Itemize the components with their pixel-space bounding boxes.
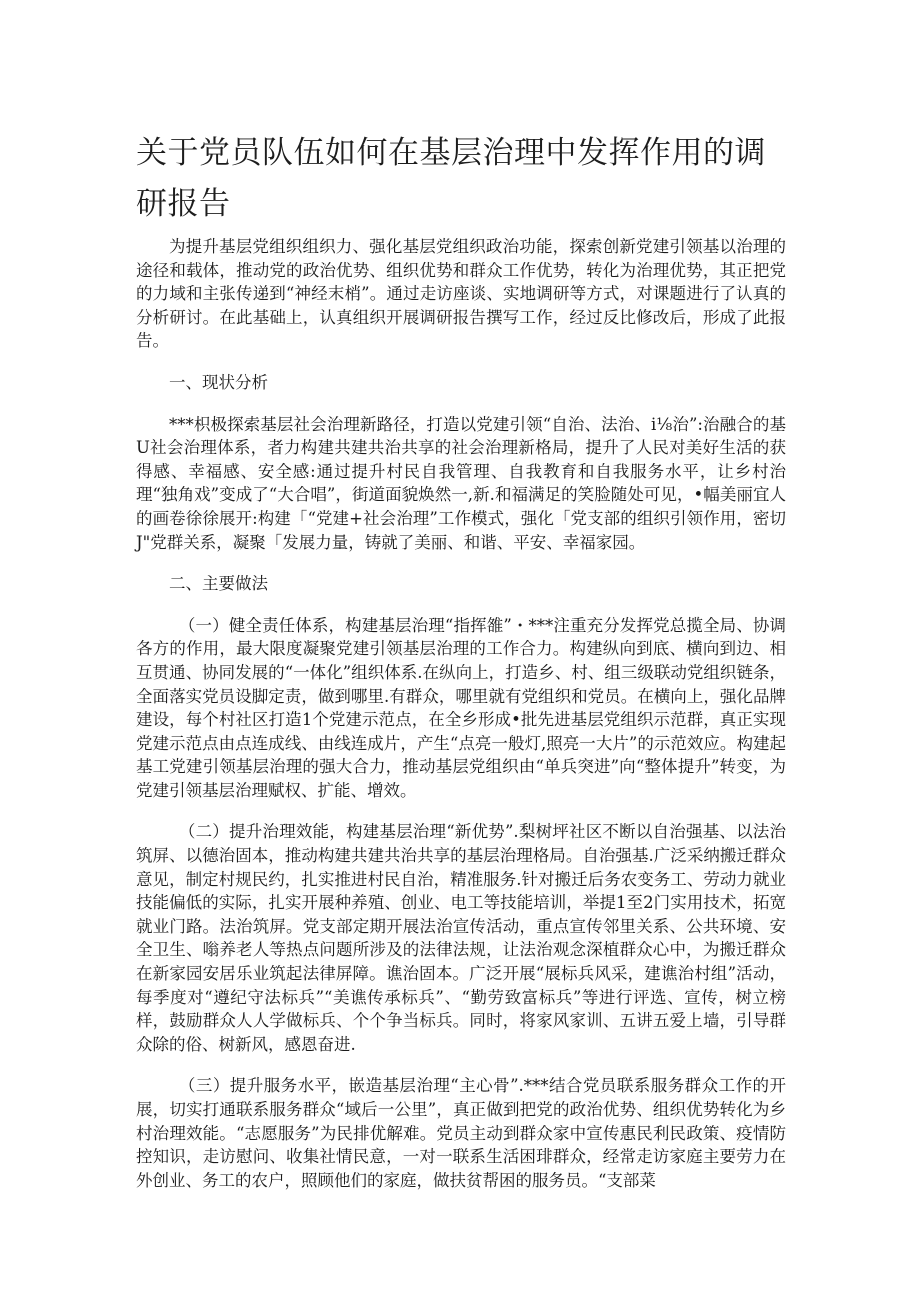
document-body xyxy=(136,235,786,1210)
section-heading-practices: 二、主要做法 xyxy=(169,574,268,594)
section-heading-status: 一、现状分析 xyxy=(169,372,268,392)
practice-paragraph-3: （三）提升服务水平，嵌造基层治理“主心骨”.***结合党员联系服务群众工作的开展，切实打通联系服务群众“域后一公里”，真正做到把党的政治优势、组织优势转化为乡村治理效能。“志愿服务”为民排优解难。党员主动到群众家中宣传惠民利民政策、疫情防控知识，走访慰问、收集社情民意，一对一联系生活困琲群众，经常走访家庭主要劳力在外创业、务工的农户，照顾他们的家庭，做扶贫帮困的服务员。“支部菜 xyxy=(136,1076,786,1190)
practice-paragraph-2: （二）提升治理效能，构建基层治理“新优势”.梨树坪社区不断以自治强基、以法治筑屏、以德治固本，推动构建共建共治共享的基层治理格局。自治强基.广泛采纳搬迁群众意见，制定村规民约，扎实推进村民自治，精准服务.针对搬迁后务农变务工、劳动力就业技能偏低的实际，扎实开展种养殖、创业、电工等技能培训，举提1至2门实用技术，拓宽就业门路。法治筑屏。党支部定期开展法治宣传活动，重点宣传邻里关系、公共环境、安全卫生、嗡养老人等热点问题所涉及的法律法规，让法治观念深植群众心中，为搬迁群众在新家园安居乐业筑起法律屏障。谯治固本。广泛开展“展标兵风采，建谯治村组”活动，每季度对“遵纪守法标兵”“美谯传承标兵”、“勤劳致富标兵”等进行评选、宣传，树立榜样，鼓励群众人人学做标兵、个个争当标兵。同时，将家风家训、五讲五爱上墙，引导群众除的俗、树新风，感恩奋进. xyxy=(136,822,786,1054)
document-title: 关于党员队伍如何在基层治理中发挥作用的调研报告 xyxy=(136,135,766,222)
status-paragraph: ***枳极探索基层社会治理新路径，打造以党建引领“自治、法治、i⅛治”:治融合的基U社会治理体系，者力构建共建共治共享的社会治理新格局，提升了人民对美好生活的获得感、幸福感、安全感:通过提升村民自我管理、自我教育和自我服务水平，让乡村治理“独角戏”变成了“大合唱”，街道面貌焕然一,新.和福满足的笑脸随处可见，•幅美丽宜人的画卷徐徐展开:构建「“党建+社会治理”工作模式，强化「党支部的组织引领作用，密切J"党群关系，凝聚「发展力量，铸就了美丽、和谐、平安、幸福家园。 xyxy=(136,414,786,552)
practice-paragraph-1: （一）健全责任体系，构建基层治理“指挥雒”・***注重充分发挥党总揽全局、协调各方的作用，最大限度凝聚党建引领基层治理的工作合力。构建纵向到底、横向到边、相互贯通、协同发展的“一体化”组织体系.在纵向上，打造乡、村、组三级联动党组织链条，全面落实党员设脚定责，做到哪里.有群众，哪里就有党组织和党员。在横向上，强化品牌建设，每个村社区打造1个党建示范点，在全乡形成•批先进基层党组织示范群，真正实现党建示范点由点连成线、由线连成片，产生“点亮一般灯,照亮一大片”的示范效应。构建起基工党建引领基层治理的强大合力，推动基层党组织由“单兵突进”向“整体提升”转变，为党建引领基层治理赋权、扩能、增效。 xyxy=(136,615,786,800)
intro-paragraph: 为提升基层党组织组织力、强化基层党组织政治功能，探索创新党建引领基以治理的途径和载体，推动党的政治优势、组织优势和群众工作优势，转化为治理优势，其正把党的力域和主张传递到“神经末梢”。通过走访座谈、实地调研等方式，对课题进行了认真的分析研讨。在此基础上，认真组织开展调研报告撰写工作，经过反比修改后，形成了此报告。 xyxy=(136,237,786,351)
